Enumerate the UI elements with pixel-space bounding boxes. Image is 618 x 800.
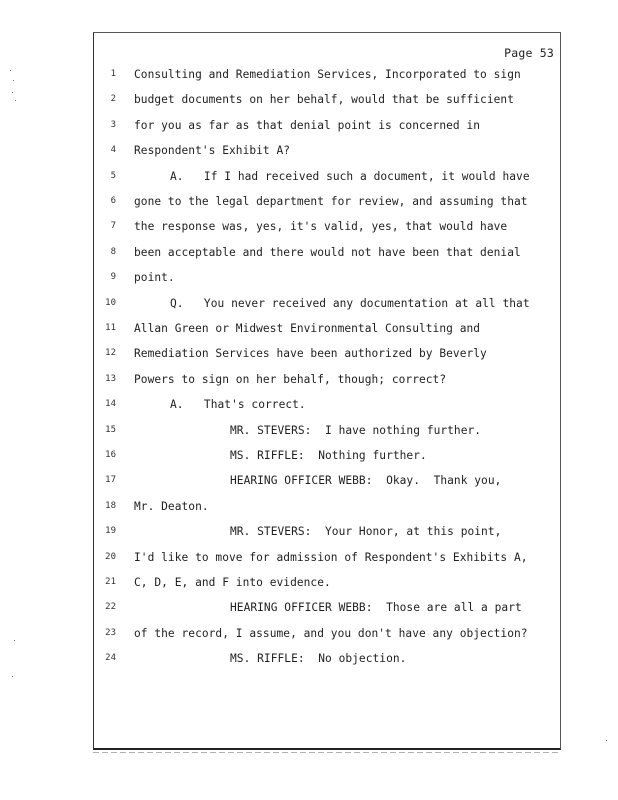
line-number: 4 [110, 145, 116, 156]
transcript-line [94, 424, 562, 440]
transcript-line [94, 93, 562, 109]
line-number: 24 [105, 653, 116, 664]
line-text: C, D, E, and F into evidence. [134, 576, 331, 589]
line-text: MS. RIFFLE: Nothing further. [230, 449, 427, 462]
line-number: 15 [105, 424, 116, 435]
transcript-line [94, 601, 562, 617]
transcript-line [94, 347, 562, 363]
line-number: 23 [105, 627, 116, 638]
line-number: 2 [110, 94, 116, 105]
transcript-line [94, 474, 562, 490]
transcript-line [94, 627, 562, 643]
scan-speck [15, 100, 16, 101]
line-text: Q. You never received any documentation at all that [170, 296, 530, 310]
line-text: Mr. Deaton. [134, 499, 209, 513]
line-text: the response was, yes, it's valid, yes, that would have [134, 220, 508, 234]
line-text: HEARING OFFICER WEBB: Okay. Thank you, [230, 474, 502, 488]
transcript-line [94, 195, 562, 211]
line-number: 12 [105, 348, 116, 359]
transcript-line [94, 576, 562, 592]
line-number: 10 [105, 297, 116, 308]
scan-speck [606, 740, 607, 741]
line-number: 14 [105, 399, 116, 410]
line-text: I'd like to move for admission of Respondent's Exhibits A, [134, 550, 528, 564]
transcript-page-frame [93, 32, 561, 750]
line-text: been acceptable and there would not have been that denial [134, 245, 521, 259]
transcript-line [94, 271, 562, 287]
page-number: Page 53 [504, 46, 554, 60]
line-number: 17 [105, 475, 116, 486]
line-number: 19 [105, 526, 116, 537]
transcript-line [94, 68, 562, 84]
line-number: 6 [110, 196, 116, 206]
line-text: of the record, I assume, and you don't have any objection? [134, 626, 528, 640]
line-text: MS. RIFFLE: No objection. [230, 652, 407, 666]
transcript-line [94, 449, 562, 465]
line-number: 13 [105, 373, 116, 384]
line-text: A. That's correct. [170, 398, 306, 412]
transcript-line [94, 220, 562, 236]
transcript-line [94, 398, 562, 414]
scan-speck [13, 80, 14, 81]
scan-speck [14, 640, 15, 641]
line-number: 18 [105, 500, 116, 511]
line-number: 21 [105, 577, 116, 587]
line-text: budget documents on her behalf, would that be sufficient [134, 93, 514, 107]
line-number: 3 [110, 119, 116, 130]
line-number: 11 [105, 323, 116, 333]
transcript-line [94, 500, 562, 516]
line-number: 7 [110, 221, 116, 232]
scan-speck [10, 70, 11, 71]
line-text: A. If I had received such a document, it would have [170, 169, 530, 183]
transcript-line [94, 297, 562, 313]
line-text: Allan Green or Midwest Environmental Consulting and [134, 322, 481, 335]
line-text: Consulting and Remediation Services, Incorporated to sign [134, 68, 521, 81]
line-number: 20 [105, 551, 116, 562]
line-number: 22 [105, 602, 116, 613]
line-text: gone to the legal department for review, and assuming that [134, 195, 528, 208]
transcript-line [94, 119, 562, 135]
line-number: 9 [110, 272, 116, 283]
line-number: 1 [110, 69, 116, 79]
line-text: MR. STEVERS: Your Honor, at this point, [230, 525, 502, 539]
transcript-line [94, 525, 562, 541]
line-text: point. [134, 271, 175, 285]
transcript-line [94, 246, 562, 262]
line-number: 16 [105, 450, 116, 460]
line-text: Remediation Services have been authorized by Beverly [134, 347, 487, 361]
line-text: MR. STEVERS: I have nothing further. [230, 423, 482, 437]
transcript-line [94, 170, 562, 186]
line-text: Respondent's Exhibit A? [134, 144, 291, 158]
transcript-line [94, 144, 562, 160]
transcript-line [94, 652, 562, 668]
line-number: 8 [110, 246, 116, 257]
line-number: 5 [110, 170, 116, 181]
bottom-rule [93, 752, 561, 753]
line-text: HEARING OFFICER WEBB: Those are all a part [230, 601, 522, 615]
scan-speck [12, 676, 13, 677]
transcript-line [94, 551, 562, 567]
transcript-line [94, 322, 562, 338]
line-text: for you as far as that denial point is concerned in [134, 118, 481, 132]
transcript-line [94, 373, 562, 389]
line-text: Powers to sign on her behalf, though; correct? [134, 372, 447, 386]
scan-speck [12, 92, 13, 93]
